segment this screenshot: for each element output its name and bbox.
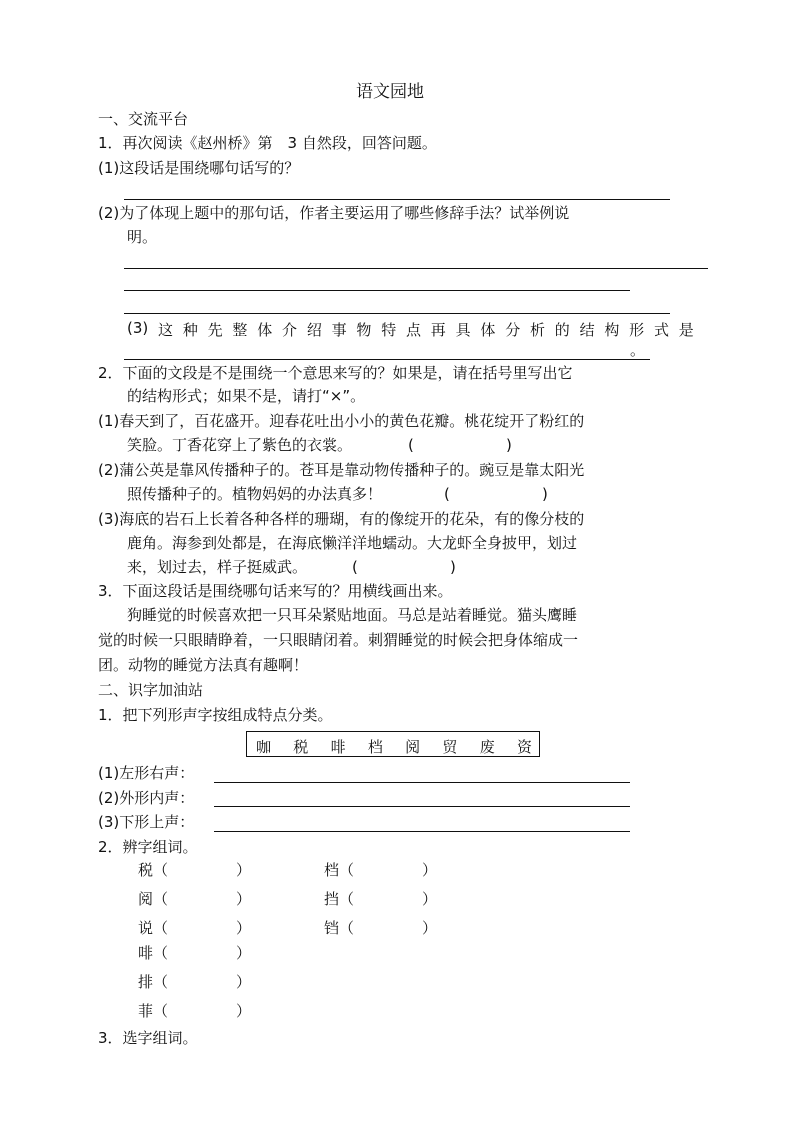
character: 税 <box>293 738 309 756</box>
question-3-passage: 狗睡觉的时候喜欢把一只耳朵紧贴地面。马总是站着睡觉。猫头鹰睡 <box>127 606 578 624</box>
literacy-question-1: 1．把下列形声字按组成特点分类。 <box>98 706 333 724</box>
passage-2: (2)蒲公英是靠风传播种子的。苍耳是靠动物传播种子的。豌豆是靠太阳光 <box>98 461 585 479</box>
word-item: 档（ <box>324 861 355 879</box>
close-paren[interactable]: ） <box>236 861 252 879</box>
answer-paren-close[interactable]: ) <box>450 558 456 576</box>
question-1: 1．再次阅读《赵州桥》第 3 自然段，回答问题。 <box>98 134 437 152</box>
passage-2-cont: 照传播种子的。植物妈妈的办法真多！ <box>127 485 383 503</box>
category-left-form: (1)左形右声： <box>98 764 195 782</box>
question-1-2-cont: 明。 <box>127 228 158 246</box>
word-item: 阅（ <box>138 890 169 908</box>
word-item: 排（ <box>138 973 169 991</box>
character: 贸 <box>442 738 458 756</box>
passage-3-cont2: 来，划过去，样子挺威武。 <box>127 558 308 576</box>
answer-paren-open[interactable]: ( <box>444 485 450 503</box>
passage-3: (3)海底的岩石上长着各种各样的珊瑚，有的像绽开的花朵，有的像分枝的 <box>98 510 585 528</box>
character: 废 <box>479 738 495 756</box>
close-paren[interactable]: ） <box>236 973 252 991</box>
answer-line[interactable] <box>214 806 630 807</box>
category-bottom-form: (3)下形上声： <box>98 813 195 831</box>
literacy-question-3: 3．选字组词。 <box>98 1029 198 1047</box>
page-title: 语文园地 <box>356 82 424 102</box>
passage-3-cont: 鹿角。海参到处都是，在海底懒洋洋地蠕动。大龙虾全身披甲，划过 <box>127 534 578 552</box>
period: 。 <box>630 341 646 359</box>
answer-paren-open[interactable]: ( <box>408 436 414 454</box>
character-list <box>256 736 532 757</box>
answer-line[interactable] <box>214 831 630 832</box>
word-item: 说（ <box>138 919 169 937</box>
answer-line[interactable] <box>124 268 708 269</box>
word-item: 啡（ <box>138 944 169 962</box>
answer-line[interactable] <box>124 290 630 291</box>
close-paren[interactable]: ） <box>422 861 438 879</box>
answer-line[interactable] <box>124 359 650 360</box>
question-3: 3．下面这段话是围绕哪句话来写的？用横线画出来。 <box>98 582 453 600</box>
close-paren[interactable]: ） <box>236 944 252 962</box>
word-item: 铛（ <box>324 919 355 937</box>
close-paren[interactable]: ） <box>422 890 438 908</box>
character: 阅 <box>405 738 421 756</box>
word-item: 税（ <box>138 861 169 879</box>
close-paren[interactable]: ） <box>236 890 252 908</box>
word-item: 挡（ <box>324 890 355 908</box>
section-heading-exchange: 一、交流平台 <box>98 110 189 128</box>
answer-line[interactable] <box>124 313 670 314</box>
question-1-2: (2)为了体现上题中的那句话，作者主要运用了哪些修辞手法？试举例说 <box>98 204 570 222</box>
answer-paren-open[interactable]: ( <box>352 558 358 576</box>
literacy-question-2: 2．辨字组词。 <box>98 838 198 856</box>
question-2-cont: 的结构形式；如果不是，请打“×”。 <box>127 387 366 405</box>
character: 资 <box>516 738 532 756</box>
close-paren[interactable]: ） <box>236 1002 252 1020</box>
answer-line[interactable] <box>214 782 630 783</box>
question-1-3: (3) 这 种 先 整 体 介 绍 事 物 特 点 再 具 体 分 析 的 结 构 形 式 是 <box>127 319 694 339</box>
passage-1: (1)春天到了，百花盛开。迎春花吐出小小的黄色花瓣。桃花绽开了粉红的 <box>98 412 585 430</box>
question-3-passage-cont: 觉的时候一只眼睛睁着，一只眼睛闭着。刺猬睡觉的时候会把身体缩成一 <box>98 631 579 649</box>
character: 咖 <box>256 738 272 756</box>
character: 啡 <box>330 738 346 756</box>
question-2: 2．下面的文段是不是围绕一个意思来写的？如果是，请在括号里写出它 <box>98 364 573 382</box>
section-heading-literacy: 二、识字加油站 <box>98 681 204 699</box>
answer-line[interactable] <box>124 199 670 200</box>
word-item: 菲（ <box>138 1002 169 1020</box>
question-1-1: (1)这段话是围绕哪句话写的？ <box>98 159 300 177</box>
answer-paren-close[interactable]: ) <box>542 485 548 503</box>
close-paren[interactable]: ） <box>422 919 438 937</box>
category-outer-form: (2)外形内声： <box>98 789 195 807</box>
passage-1-cont: 笑脸。丁香花穿上了紫色的衣裳。 <box>127 436 353 454</box>
answer-paren-close[interactable]: ) <box>506 436 512 454</box>
question-3-passage-cont2: 团。动物的睡觉方法真有趣啊！ <box>98 656 309 674</box>
character: 档 <box>367 738 383 756</box>
close-paren[interactable]: ） <box>236 919 252 937</box>
